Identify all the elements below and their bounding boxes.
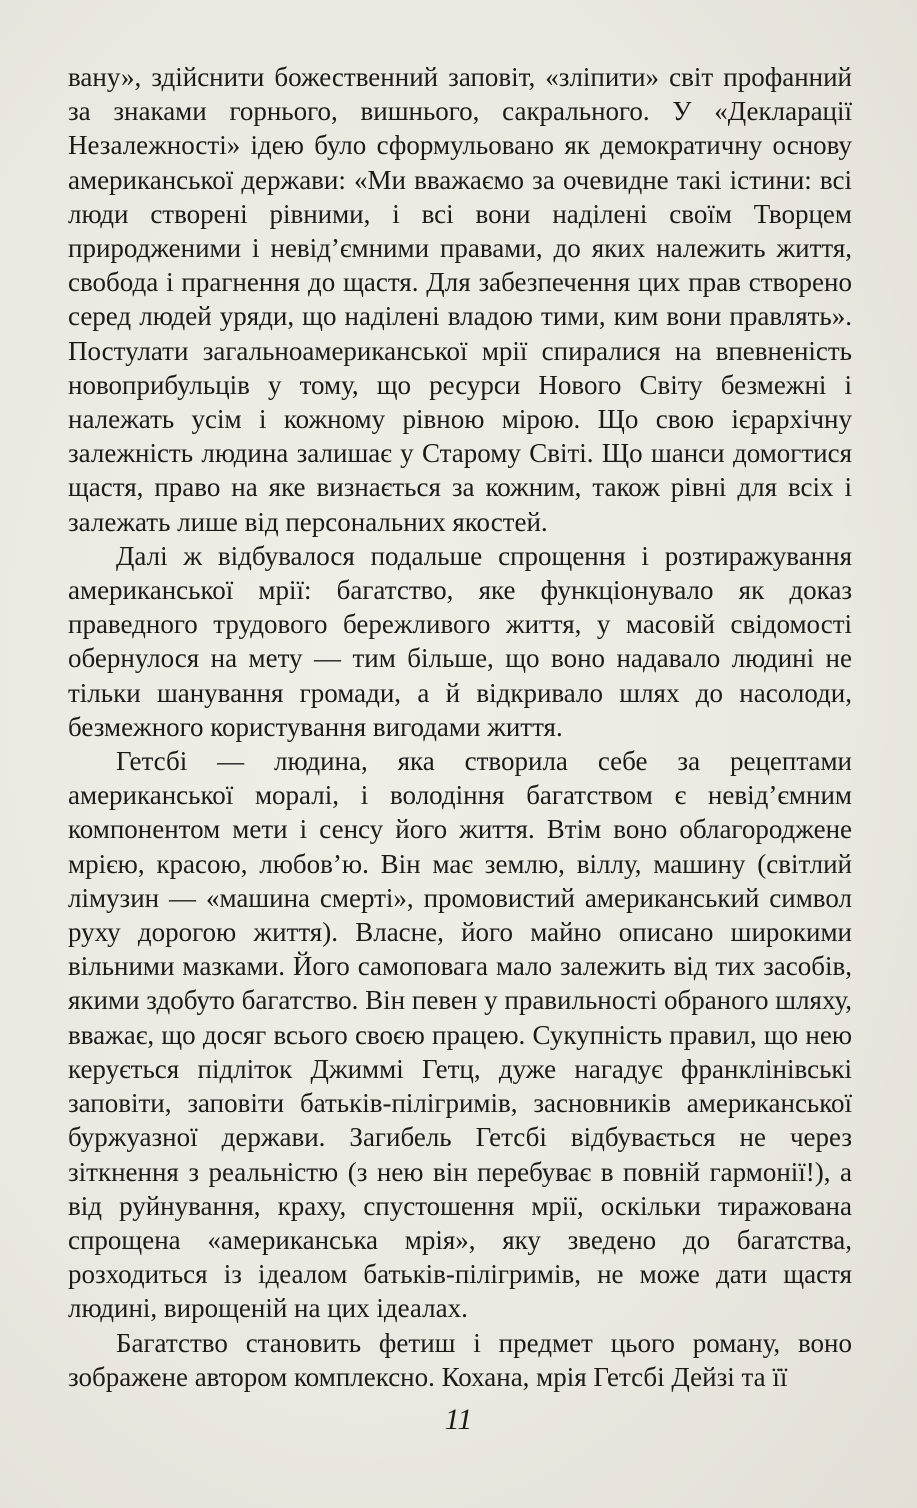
paragraph-4: Багатство становить фетиш і предмет цього роману, воно зображене автором комплексно. Кохана, мрія Гетсбі Дейзі та її bbox=[68, 1327, 852, 1392]
paragraph-3: Гетсбі — людина, яка створила себе за рецептами американської моралі, і володіння багатством є невід’ємним компонентом мети і сенсу його життя. Втім воно облагороджене мрією, красою, любов’ю. Він має землю, віллу, машину (світлий лімузин — «машина смерті», промовистий американський символ руху дорогою життя). Власне, його майно описано широкими вільними мазками. Його самоповага мало залежить від тих засобів, якими здобуто багатство. Він певен у правильності обраного шляху, вважає, що досяг всього своєю працею. Сукупність правил, що нею керується підліток Джиммі Гетц, дуже нагадує франклінівські заповіти, заповіти батьків-пілігримів, засновників американської буржуазної держави. Загибель Гетсбі відбувається не через зіткнення з реальністю (з нею він перебуває в повній гармонії!), а від руйнування, краху, спустошення мрії, оскільки тиражована спрощена «американська мрія», яку зведено до багатства, розходиться із ідеалом батьків-пілігримів, не може дати щастя людині, вирощеній на цих ідеалах. bbox=[68, 746, 852, 1324]
page-number: 11 bbox=[444, 1403, 473, 1436]
paragraph-1: вану», здійснити божественний заповіт, «зліпити» світ профанний за знаками горнього, вишнього, сакрального. У «Декларації Незалежності» ідею було сформульовано як демократичну основу американської держави: «Ми вважаємо за очевидне такі істини: всі люди створені рівними, і всі вони наділені своїм Творцем природженими і невід’ємними правами, до яких належить життя, свобода і прагнення до щастя. Для забезпечення цих прав створено серед людей уряди, що наділені владою тими, ким вони правлять». Постулати загальноамериканської мрії спиралися на впевненість новоприбульців у тому, що ресурси Нового Світу безмежні і належать усім і кожному рівною мірою. Що свою ієрархічну залежність людина залишає у Старому Світі. Що шанси домогтися щастя, право на яке визнається за кожним, також рівні для всіх і залежать лише від персональних якостей. bbox=[68, 62, 852, 537]
paragraph-2: Далі ж відбувалося подальше спрощення і розтиражування американської мрії: багатство, яке функціонувало як доказ праведного трудового бережливого життя, у масовій свідомості обернулося на мету — тим більше, що воно надавало людині не тільки шанування громади, а й відкривало шлях до насолоди, безмежного користування вигодами життя. bbox=[68, 540, 852, 742]
body-text bbox=[68, 60, 852, 1394]
